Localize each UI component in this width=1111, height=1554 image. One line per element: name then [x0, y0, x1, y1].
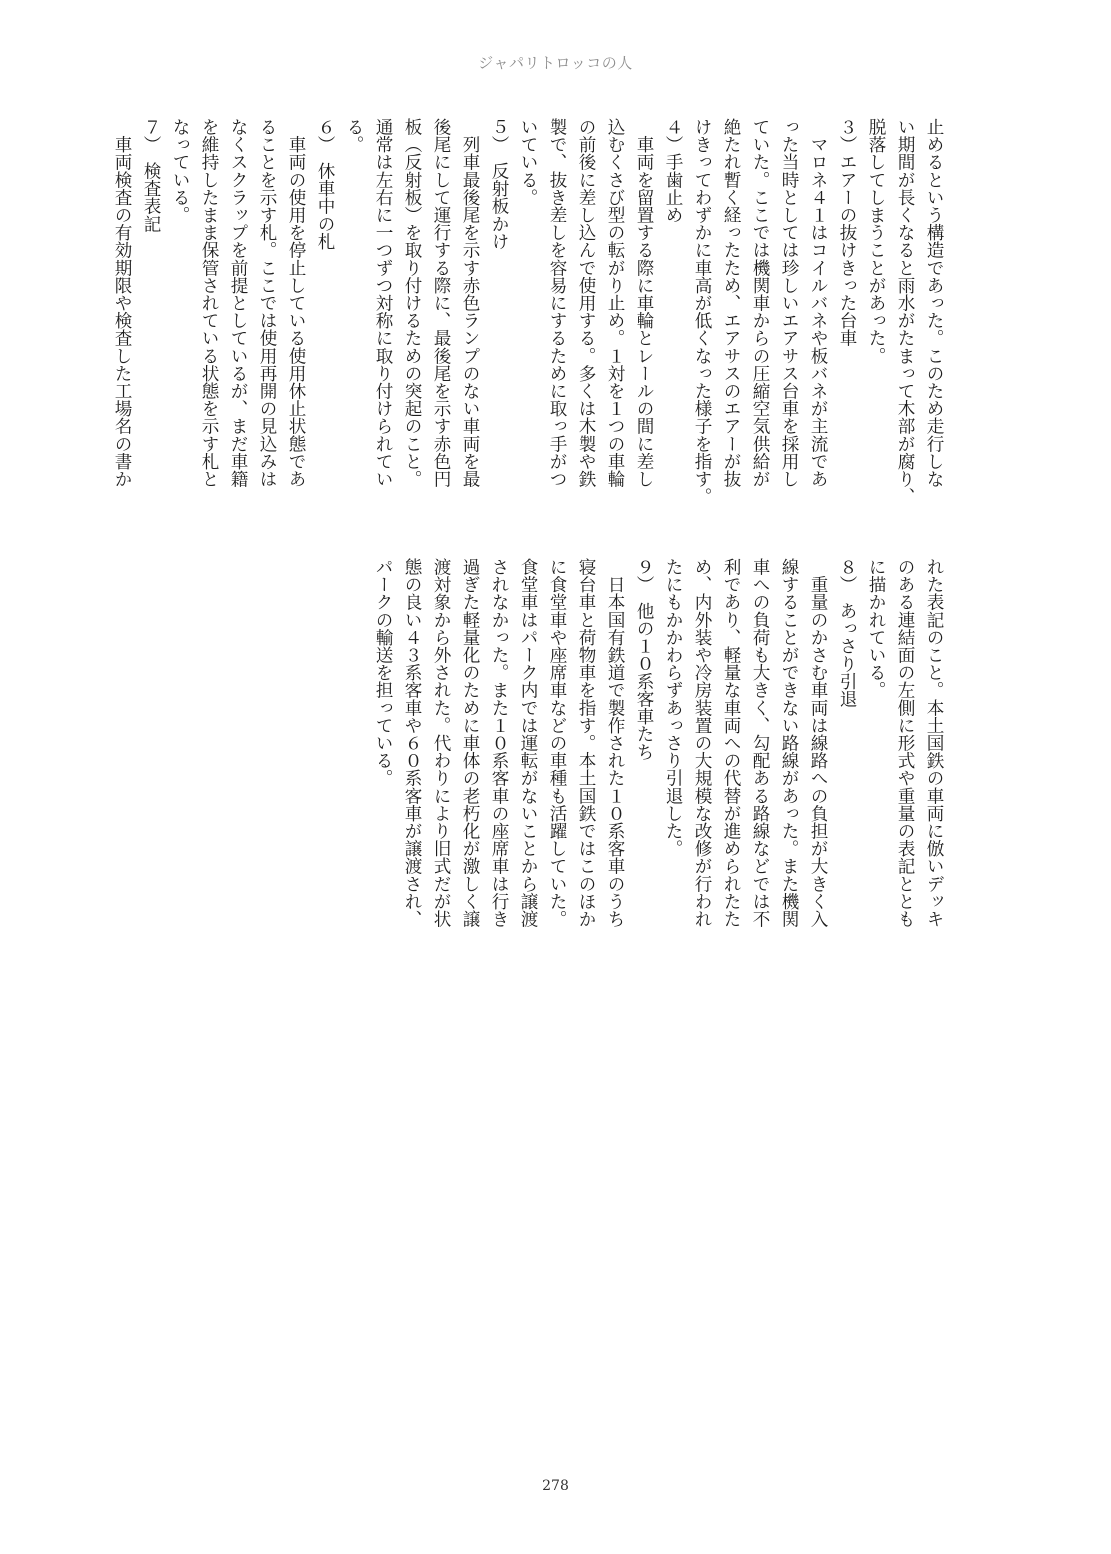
text-column: 脱落してしまうことがあった。: [866, 118, 886, 365]
text-column: ４）手歯止め: [663, 118, 683, 224]
text-column: 車両の使用を停止している使用休止状態であ: [286, 118, 306, 488]
text-column: 後尾にして運行する際に、最後尾を示す赤色円: [431, 118, 451, 488]
text-column: った当時としては珍しいエアサス台車を採用し: [779, 118, 799, 488]
text-column: 線することができない路線があった。また機関: [779, 558, 799, 928]
text-column: れた表記のこと。本土国鉄の車両に倣いデッキ: [924, 558, 944, 928]
text-column: 込むくさび型の転がり止め。１対を１つの車輪: [605, 118, 625, 488]
text-column: 過ぎた軽量化のために車体の老朽化が激しく譲: [460, 558, 480, 928]
text-column: ７） 検査表記: [141, 118, 161, 233]
text-column: パークの輸送を担っている。: [373, 558, 393, 787]
text-column: を維持したまま保管されている状態を示す札と: [199, 118, 219, 488]
text-column: ６） 休車中の札: [315, 118, 335, 250]
running-title: ジャパリトロッコの人: [478, 54, 633, 72]
text-column: 態の良い４３系客車や６０系客車が譲渡され、: [402, 558, 422, 928]
text-column: い期間が長くなると雨水がたまって木部が腐り、: [895, 118, 915, 506]
text-column: 車への負荷も大きく、勾配ある路線などでは不: [750, 558, 770, 928]
text-column: る。: [344, 118, 364, 154]
text-column: いている。: [518, 118, 538, 206]
text-column: ５） 反射板かけ: [489, 118, 509, 250]
text-column: 日本国有鉄道で製作された１０系客車のうち: [605, 558, 625, 928]
text-column: 渡対象から外された。代わりにより旧式だが状: [431, 558, 451, 928]
text-column: ８） あっさり引退: [837, 558, 857, 708]
text-column: 板（反射板）を取り付けるための突起のこと。: [402, 118, 422, 488]
text-column: たにもかかわらずあっさり引退した。: [663, 558, 683, 858]
text-column: に描かれている。: [866, 558, 886, 699]
text-column: 寝台車と荷物車を指す。本土国鉄ではこのほか: [576, 558, 596, 928]
text-column: 列車最後尾を示す赤色ランプのない車両を最: [460, 118, 480, 488]
text-column: 重量のかさむ車両は線路への負担が大きく入: [808, 558, 828, 928]
text-column: ９） 他の１０系客車たち: [634, 558, 654, 761]
text-column: なっている。: [170, 118, 190, 224]
text-column: けきってわずかに車高が低くなった様子を指す。: [692, 118, 712, 506]
text-column: されなかった。また１０系客車の座席車は行き: [489, 558, 509, 928]
lower-text-block: [368, 558, 948, 956]
text-column: 止めるという構造であった。このため走行しな: [924, 118, 944, 488]
text-column: ３）エアーの抜けきった台車: [837, 118, 857, 347]
text-column: 食堂車はパーク内では運転がないことから譲渡: [518, 558, 538, 928]
text-column: 車両検査の有効期限や検査した工場名の書か: [112, 118, 132, 488]
text-column: ていた。ここでは機関車からの圧縮空気供給が: [750, 118, 770, 488]
text-column: 通常は左右に一つずつ対称に取り付けられてい: [373, 118, 393, 488]
text-column: に食堂車や座席車などの車種も活躍していた。: [547, 558, 567, 928]
text-column: 製で、抜き差しを容易にするために取っ手がつ: [547, 118, 567, 488]
text-column: ることを示す札。ここでは使用再開の見込みは: [257, 118, 277, 488]
text-column: 絶たれ暫く経ったため、エアサスのエアーが抜: [721, 118, 741, 488]
text-column: のある連結面の左側に形式や重量の表記ととも: [895, 558, 915, 928]
text-column: なくスクラップを前提としているが、まだ車籍: [228, 118, 248, 488]
text-column: め、内外装や冷房装置の大規模な改修が行われ: [692, 558, 712, 928]
text-column: の前後に差し込んで使用する。多くは木製や鉄: [576, 118, 596, 488]
text-column: マロネ４１はコイルバネや板バネが主流であ: [808, 118, 828, 488]
upper-text-block: [107, 118, 948, 516]
text-column: 車両を留置する際に車輪とレールの間に差し: [634, 118, 654, 488]
text-column: 利であり、軽量な車両への代替が進められたた: [721, 558, 741, 928]
page-number: 278: [542, 1478, 569, 1494]
